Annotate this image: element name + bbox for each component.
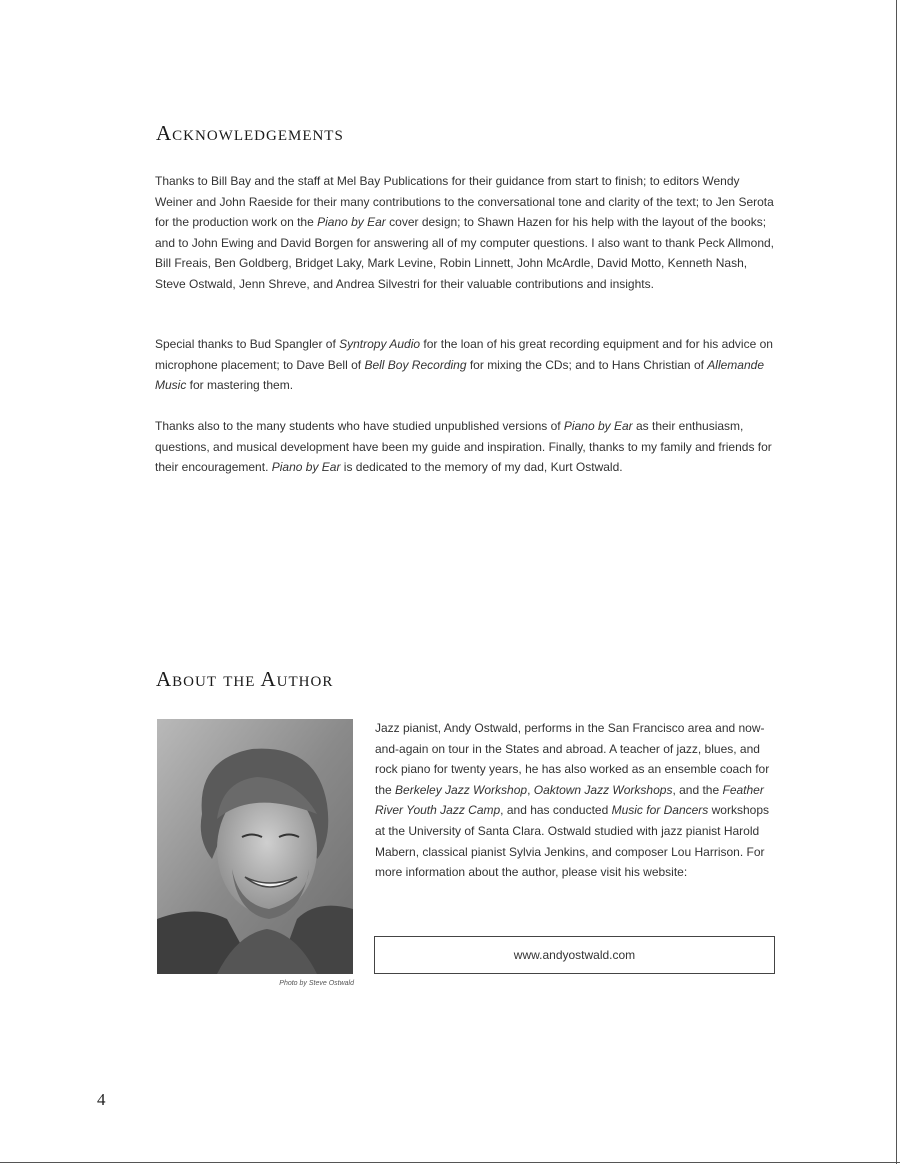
acknowledgements-heading: Acknowledgements <box>156 121 344 145</box>
text-run: as their enthusiasm, questions, and musical development have been my guide and inspiration. Finally, thanks to my family and friends for their encouragement. <box>155 419 772 475</box>
page-edge-right <box>896 0 897 1164</box>
author-bio <box>375 718 780 883</box>
italic-title: Bell Boy Recording <box>364 357 467 372</box>
website-link[interactable]: www.andyostwald.com <box>374 936 775 974</box>
acknowledgements-paragraph-1 <box>155 171 775 295</box>
text-run: cover design; to Shawn Hazen for his help with the layout of the books; and to John Ewing and David Borgen for answering all of my computer questions. I also want to thank Peck Allmond, Bill Freais, Ben Goldberg, Bridget Laky, Mark Levine, Robin Linnett, John McArdle, David Motto, Kenneth Nash, Steve Ostwald, Jenn Shreve, and Andrea Silvestri for their valuable contributions and insights. <box>155 215 775 291</box>
text-run: Special thanks to Bud Spangler of <box>155 337 340 351</box>
italic-title: Oaktown Jazz Workshops <box>533 782 673 797</box>
text-run: , and the <box>672 782 723 797</box>
italic-title: Allemande Music <box>155 357 764 393</box>
text-run: workshops at the University of Santa Clara. Ostwald studied with jazz pianist Harold Mabern, classical pianist Sylvia Jenkins, and composer Lou Harrison. For more information about the author, please visit his website: <box>375 803 769 880</box>
italic-title: Berkeley Jazz Workshop <box>395 782 528 797</box>
italic-title: Music for Dancers <box>611 803 709 818</box>
photo-caption: Photo by Steve Ostwald <box>279 980 354 987</box>
author-photo <box>157 719 353 974</box>
italic-title: Piano by Ear <box>271 460 341 475</box>
acknowledgements-paragraph-2 <box>155 334 775 396</box>
about-author-heading: About the Author <box>156 667 334 691</box>
italic-title: Piano by Ear <box>317 215 386 230</box>
text-run: , and has conducted <box>500 803 612 818</box>
text-run: for the loan of his great recording equipment and for his advice on microphone placement; to Dave Bell of <box>155 337 773 372</box>
italic-title: Syntropy Audio <box>339 337 421 351</box>
page-number: 4 <box>97 1090 106 1109</box>
page-edge-bottom <box>0 1162 900 1163</box>
text-run: , <box>527 782 534 797</box>
acknowledgements-paragraph-3 <box>155 416 775 478</box>
author-portrait-image <box>157 719 353 974</box>
text-run: for mastering them. <box>186 378 294 393</box>
text-run: for mixing the CDs; and to Hans Christian of <box>466 357 708 372</box>
text-run: Jazz pianist, Andy Ostwald, performs in the San Francisco area and now-and-again on tour in the States and abroad. A teacher of jazz, blues, and rock piano for twenty years, he has also worked as an ensemble coach for the <box>375 721 770 797</box>
text-run: Thanks to Bill Bay and the staff at Mel Bay Publications for their guidance from start to finish; to editors Wendy Weiner and John Raeside for their many contributions to the conversational tone and clarity of the text; to Jen Serota for the production work on the <box>155 174 774 230</box>
text-run: is dedicated to the memory of my dad, Kurt Ostwald. <box>340 460 623 475</box>
italic-title: Feather River Youth Jazz Camp <box>375 782 764 818</box>
text-run: Thanks also to the many students who have studied unpublished versions of <box>155 419 564 433</box>
italic-title: Piano by Ear <box>563 419 633 433</box>
